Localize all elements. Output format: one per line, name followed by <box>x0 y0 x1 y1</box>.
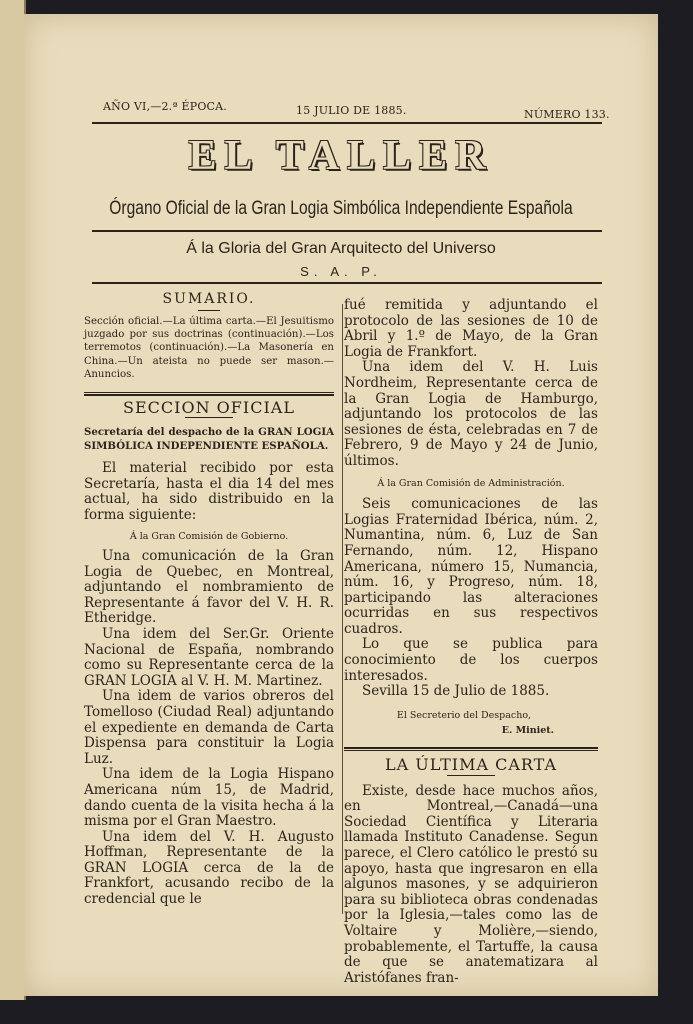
paragraph-quebec: Una comunicación de la Gran Logia de Quebec, en Montreal, adjuntando el nombramiento de Representante á favor del V. H. R. Etheridge. <box>84 548 334 627</box>
issue-number: NÚMERO 133. <box>524 108 610 121</box>
masthead-rule <box>92 282 602 284</box>
paragraph-hoffman: Una idem del V. H. Augusto Hoffman, Representante de la GRAN LOGIA cerca de la de Frankfort, acusando recibo de la credencial que le <box>84 828 334 908</box>
motto: Á la Gloria del Gran Arquitecto del Universo <box>186 240 496 257</box>
sumario-heading: SUMARIO. <box>162 291 256 307</box>
carta-paragraph: Existe, desde hace muchos años, en Montreal,—Canadá—una Sociedad Científica y Literaria llamada Instituto Canadense. Segun parece, el Clero católico le prestó su apoyo, hasta que ingresaron en ella algunos masones, y se adquirieron para su biblioteca obras condenadas por la Iglesia,—tales como las de Voltaire y Molière,—siendo, probablemente, el Tartuffe, la causa de que se anatematizara al Aristófanes fran- <box>344 782 598 986</box>
header-rule <box>92 122 602 124</box>
subtitle-rule <box>92 230 602 232</box>
book-spine <box>0 0 26 1000</box>
sumario-text: Sección oficial.—La última carta.—El Jesuitismo juzgado por sus doctrinas (continuación).—Los terremotos (continuación).—La Masonería en China.—Un ateista no puede ser mason.—Anuncios. <box>84 315 334 381</box>
column-divider <box>342 304 343 914</box>
comision-gobierno: Á la Gran Comisión de Gobierno. <box>129 531 289 543</box>
left-column <box>84 292 334 908</box>
paragraph-hispano: Una idem de la Logia Hispano Americana núm 15, de Madrid, dando cuenta de la visita hecha á la misma por el Gran Maestro. <box>84 766 334 830</box>
ultima-carta-heading: LA ÚLTIMA CARTA <box>385 755 557 775</box>
seccion-oficial-heading: SECCION OFICIAL <box>123 397 295 417</box>
paragraph-logias: Seis comunicaciones de las Logias Fraternidad Ibérica, núm. 2, Numantina, núm. 6, Luz de San Fernando, núm. 12, Hispano Americana, número 15, Numancia, núm. 16, y Progreso, núm. 18, participando las alteraciones ocurridas en sus respectivos cuadros. <box>344 496 598 637</box>
paragraph-oriente: Una idem del Ser.Gr. Oriente Nacional de España, nombrando como su Representante cerca de la GRAN LOGIA al V. H. M. Martinez. <box>84 625 334 689</box>
secretario-line: El Secreterio del Despacho, <box>396 709 532 721</box>
paragraph-frankfort: fué remitida y adjuntando el protocolo de las sesiones de 10 de Abril y 1.º de Mayo, de la Gran Logia de Frankfort. <box>344 297 598 360</box>
comision-administracion: Á la Gran Comisión de Administración. <box>377 477 565 489</box>
right-column <box>344 298 598 986</box>
intro-paragraph: El material recibido por esta Secretaría, hasta el dia 14 del mes actual, ha sido distribuido en la forma siguiente: <box>84 460 334 523</box>
dateline: Sevilla 15 de Julio de 1885. <box>362 683 550 700</box>
secretaria-line: Secretaría del despacho de la GRAN LOGIA SIMBÓLICA INDEPENDIENTE ESPAÑOLA. <box>84 426 334 452</box>
page-title: EL TALLER <box>188 133 494 179</box>
issue-date: 15 JULIO DE 1885. <box>296 104 407 117</box>
paragraph-tomelloso: Una idem de varios obreros del Tomelloso (Ciudad Real) adjuntando el expediente en demanda de Carta Dispensa para constituir la Logia Luz. <box>84 688 334 767</box>
paragraph-publica: Lo que se publica para conocimiento de los cuerpos interesados. <box>344 636 598 684</box>
page-subtitle: Órgano Oficial de la Gran Logia Simbólica Independiente Española <box>109 198 573 219</box>
issue-year: AÑO VI,—2.ª ÉPOCA. <box>103 100 227 113</box>
paragraph-nordheim: Una idem del V. H. Luis Nordheim, Representante cerca de la Gran Logia de Hamburgo, adjuntando los protocolos de las sesiones de ésta, celebradas en 7 de Febrero, 9 de Mayo y 24 de Junio, últimos. <box>344 359 598 469</box>
sap-line: S. A. P. <box>300 264 382 279</box>
signer: E. Miniet. <box>501 725 554 737</box>
newspaper-page <box>24 14 658 996</box>
